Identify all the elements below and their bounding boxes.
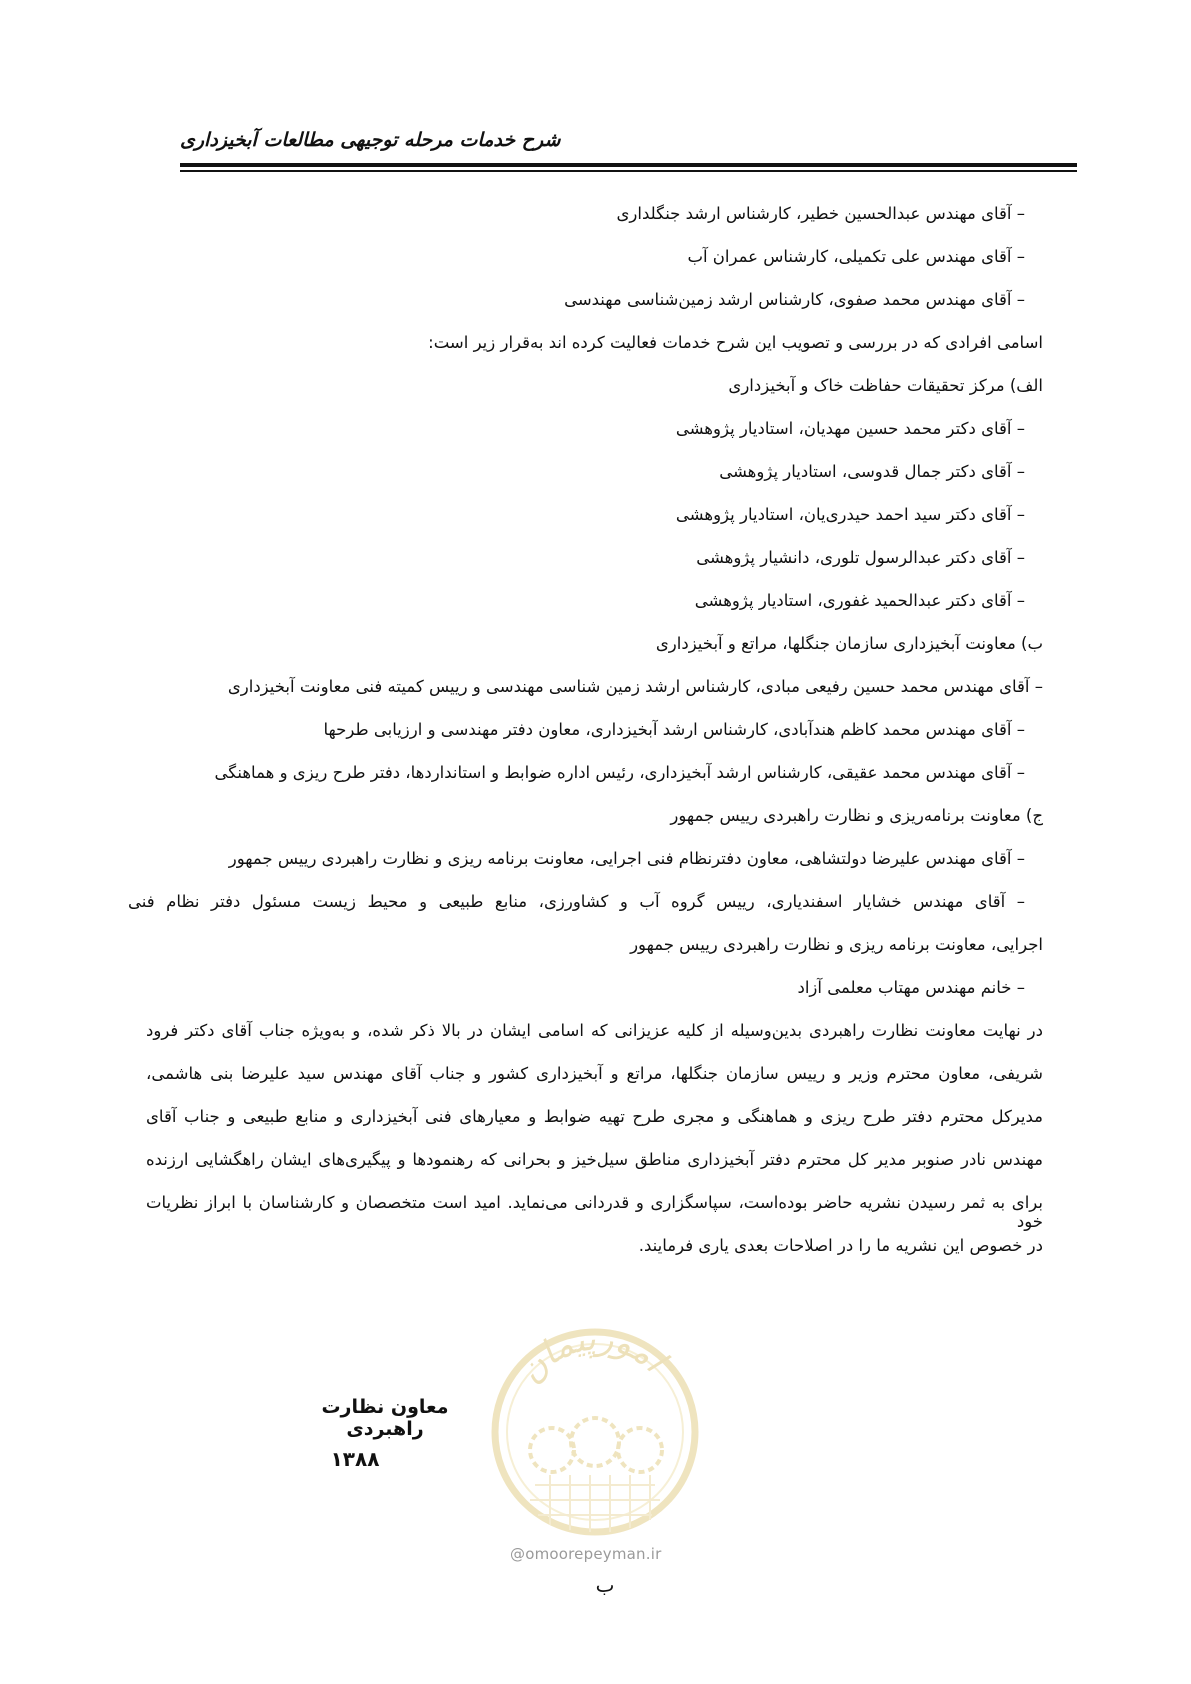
- svg-text:امورپیمان: امورپیمان: [510, 1320, 674, 1391]
- body-line: – آقای مهندس علیرضا دولتشاهی، معاون دفترنظام فنی اجرایی، معاونت برنامه ریزی و نظارت راهبردی رییس جمهور: [228, 849, 1025, 868]
- body-line: – آقای مهندس عبدالحسین خطیر، کارشناس ارشد جنگلداری: [616, 204, 1025, 223]
- body-line: – آقای مهندس محمد صفوی، کارشناس ارشد زمین‌شناسی مهندسی: [564, 290, 1025, 309]
- watermark-url: @omoorepeyman.ir: [510, 1545, 662, 1563]
- body-line: – آقای دکتر سید احمد حیدری‌یان، استادیار پژوهشی: [675, 505, 1025, 524]
- running-header-title: شرح خدمات مرحله توجیهی مطالعات آبخیزداری: [180, 129, 561, 151]
- body-line: – آقای مهندس خشایار اسفندیاری، رییس گروه آب و کشاورزی، منابع طبیعی و محیط زیست مسئول دفتر نظام فنی: [128, 892, 1025, 911]
- watermark-logo: [490, 1320, 700, 1549]
- body-line: – آقای مهندس محمد کاظم هندآبادی، کارشناس ارشد آبخیزداری، معاون دفتر مهندسی و ارزیابی طرحها: [323, 720, 1025, 739]
- body-line: – آقای دکتر محمد حسین مهدیان، استادیار پژوهشی: [675, 419, 1025, 438]
- header-rule-thin: [180, 170, 1077, 172]
- closing-paragraph-line: مدیرکل محترم دفتر طرح ریزی و هماهنگی و مجری طرح تهیه ضوابط و معیارهای فنی آبخیزداری و منابع طبیعی و جناب آقای: [146, 1107, 1043, 1126]
- body-line: – آقای مهندس علی تکمیلی، کارشناس عمران آب: [687, 247, 1025, 266]
- signature-year: ۱۳۸۸: [330, 1447, 380, 1471]
- section-heading: الف) مرکز تحقیقات حفاظت خاک و آبخیزداری: [728, 376, 1043, 395]
- body-line: – آقای دکتر جمال قدوسی، استادیار پژوهشی: [719, 462, 1025, 481]
- body-line: – آقای مهندس محمد حسین رفیعی مبادی، کارشناس ارشد زمین شناسی مهندسی و رییس کمیته فنی معاونت آبخیزداری: [227, 677, 1043, 696]
- header-rule-thick: [180, 163, 1077, 167]
- closing-paragraph-line: مهندس نادر صنوبر مدیر کل محترم دفتر آبخیزداری مناطق سیل‌خیز و بحرانی که رهنمودها و پیگیری‌های ایشان راهگشایی ارزنده: [146, 1150, 1043, 1169]
- section-heading: ب) معاونت آبخیزداری سازمان جنگلها، مراتع و آبخیزداری: [655, 634, 1043, 653]
- body-line: – آقای دکتر عبدالرسول تلوری، دانشیار پژوهشی: [696, 548, 1025, 567]
- page-number: ب: [595, 1573, 615, 1597]
- section-heading: ج) معاونت برنامه‌ریزی و نظارت راهبردی رییس جمهور: [670, 806, 1043, 825]
- closing-paragraph-line: در نهایت معاونت نظارت راهبردی بدین‌وسیله از کلیه عزیزانی که اسامی ایشان در بالا ذکر شده، و به‌ویژه جناب آقای دکتر فرود: [146, 1021, 1043, 1040]
- body-line: – آقای مهندس محمد عقیقی، کارشناس ارشد آبخیزداری، رئیس اداره ضوابط و استانداردها، دفتر طرح ریزی و هماهنگی: [214, 763, 1025, 782]
- closing-paragraph-line: شریفی، معاون محترم وزیر و رییس سازمان جنگلها، مراتع و آبخیزداری کشور و جناب آقای مهندس سید علیرضا بنی هاشمی،: [146, 1064, 1043, 1083]
- closing-paragraph-line: برای به ثمر رسیدن نشریه حاضر بوده‌است، سپاسگزاری و قدردانی می‌نماید. امید است متخصصان و کارشناسان با ابراز نظریات خود: [146, 1193, 1043, 1231]
- signature-title: معاون نظارت راهبردی: [321, 1396, 449, 1440]
- body-line: – خانم مهندس مهتاب معلمی آزاد: [797, 978, 1025, 997]
- closing-paragraph-line: در خصوص این نشریه ما را در اصلاحات بعدی یاری فرمایند.: [638, 1236, 1043, 1255]
- body-line: اجرایی، معاونت برنامه ریزی و نظارت راهبردی رییس جمهور: [630, 935, 1043, 954]
- body-line: اسامی افرادی که در بررسی و تصویب این شرح خدمات فعالیت کرده اند به‌قرار زیر است:: [428, 333, 1043, 352]
- body-line: – آقای دکتر عبدالحمید غفوری، استادیار پژوهشی: [694, 591, 1025, 610]
